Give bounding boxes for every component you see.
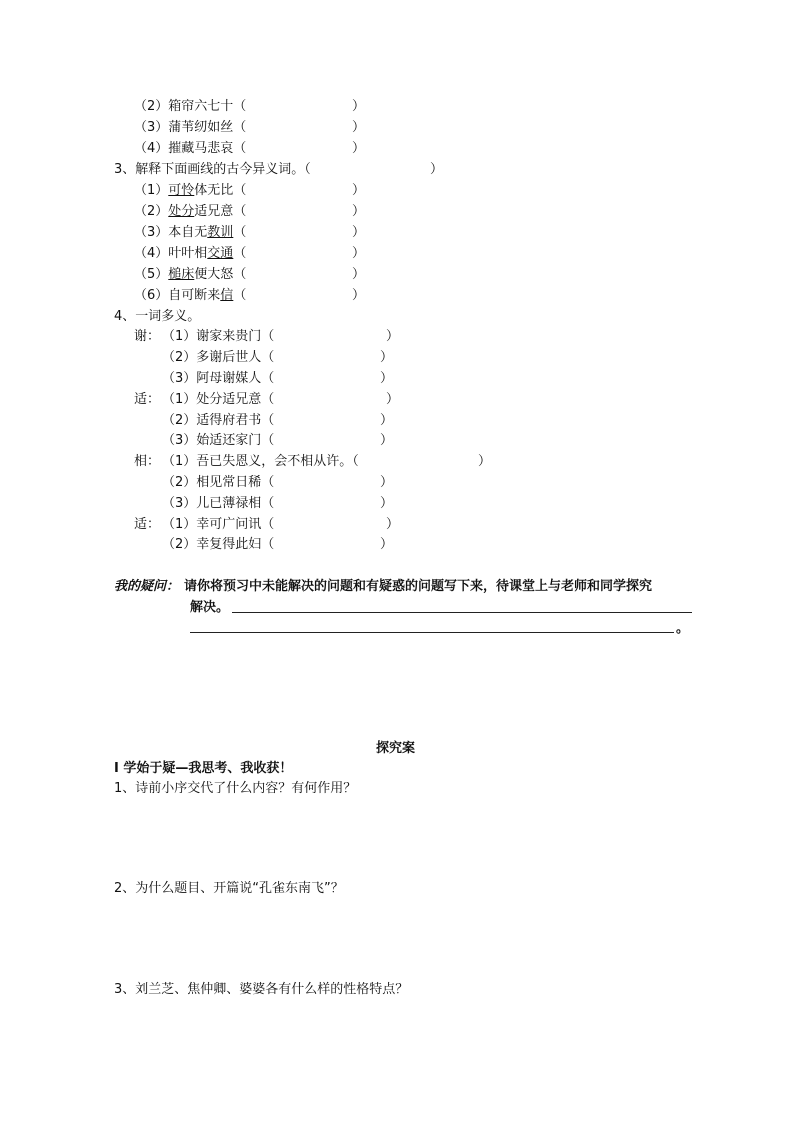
q4-xie-2: （2）多谢后世人（ [162, 350, 275, 365]
q4-xiang-1: （1）吾已失恩义，会不相从许。（ [162, 454, 359, 469]
q4-shi2-1-close: ） [386, 517, 400, 532]
q4-shi-2: （2）适得府君书（ [162, 413, 275, 428]
doubts-text-2: 解决。 [190, 600, 230, 615]
q4-xie-3-close: ） [380, 371, 394, 386]
p2-item-3-close: ） [352, 120, 366, 135]
q3-item-6: （6）自可断来信（ [134, 288, 247, 303]
q3-item-5-close: ） [352, 267, 366, 282]
q4-shi-2-close: ） [380, 413, 394, 428]
q4-shi-1-close: ） [386, 392, 400, 407]
q4-shi2-2-close: ） [380, 537, 394, 552]
q4-xie-2-close: ） [380, 350, 394, 365]
q4-word-shi-2: 适： [134, 517, 161, 532]
q3-item-1: （1）可怜体无比（ [134, 183, 247, 198]
q4-word-xie: 谢： [134, 329, 161, 344]
q4-shi2-2: （2）幸复得此妇（ [162, 537, 275, 552]
q3-item-3-close: ） [352, 225, 366, 240]
q4-xiang-3-close: ） [380, 496, 394, 511]
q3-heading: 3、解释下面画线的古今异义词。（ [114, 162, 311, 177]
q3-item-1-close: ） [352, 183, 366, 198]
doubts-answer-line-1[interactable] [232, 612, 692, 613]
q4-xiang-3: （3）儿已薄禄相（ [162, 496, 275, 511]
q3-item-3: （3）本自无教训（ [134, 225, 247, 240]
q4-word-xiang: 相： [134, 454, 161, 469]
explore-section-heading: I 学始于疑—我思考、我收获！ [114, 761, 293, 776]
q4-xiang-1-close: ） [478, 454, 492, 469]
explore-question-3: 3、刘兰芝、焦仲卿、婆婆各有什么样的性格特点？ [114, 982, 409, 997]
q3-item-2-close: ） [352, 204, 366, 219]
q4-xie-1-close: ） [386, 329, 400, 344]
explore-question-2: 2、为什么题目、开篇说“孔雀东南飞”？ [114, 881, 344, 896]
explore-title: 探究案 [376, 741, 416, 756]
p2-item-4: （4）摧藏马悲哀（ [134, 141, 247, 156]
explore-question-1: 1、诗前小序交代了什么内容？有何作用？ [114, 781, 357, 796]
q4-word-shi: 适： [134, 392, 161, 407]
p2-item-4-close: ） [352, 141, 366, 156]
q4-xiang-2: （2）相见常日稀（ [162, 475, 275, 490]
p2-item-3: （3）蒲苇纫如丝（ [134, 120, 247, 135]
q4-shi-3-close: ） [380, 433, 394, 448]
q3-item-2: （2）处分适兄意（ [134, 204, 247, 219]
doubts-label: 我的疑问： [114, 579, 180, 594]
q4-shi-1: （1）处分适兄意（ [162, 392, 275, 407]
doubts-end-mark: 。 [676, 621, 690, 636]
q3-item-4-close: ） [352, 246, 366, 261]
q4-xie-1: （1）谢家来贵门（ [162, 329, 275, 344]
q3-heading-close: ） [430, 162, 444, 177]
q3-item-5: （5）槌床便大怒（ [134, 267, 247, 282]
q4-shi2-1: （1）幸可广问讯（ [162, 517, 275, 532]
doubts-answer-line-2[interactable] [190, 632, 674, 633]
q4-shi-3: （3）始适还家门（ [162, 433, 275, 448]
doubts-text: 请你将预习中未能解决的问题和有疑惑的问题写下来，待课堂上与老师和同学探究 [184, 579, 653, 594]
q4-xiang-2-close: ） [380, 475, 394, 490]
p2-item-2-close: ） [352, 99, 366, 114]
q4-heading: 4、一词多义。 [114, 309, 201, 324]
q4-xie-3: （3）阿母谢媒人（ [162, 371, 275, 386]
q3-item-4: （4）叶叶相交通（ [134, 246, 247, 261]
q3-item-6-close: ） [352, 288, 366, 303]
p2-item-2: （2）箱帘六七十（ [134, 99, 247, 114]
